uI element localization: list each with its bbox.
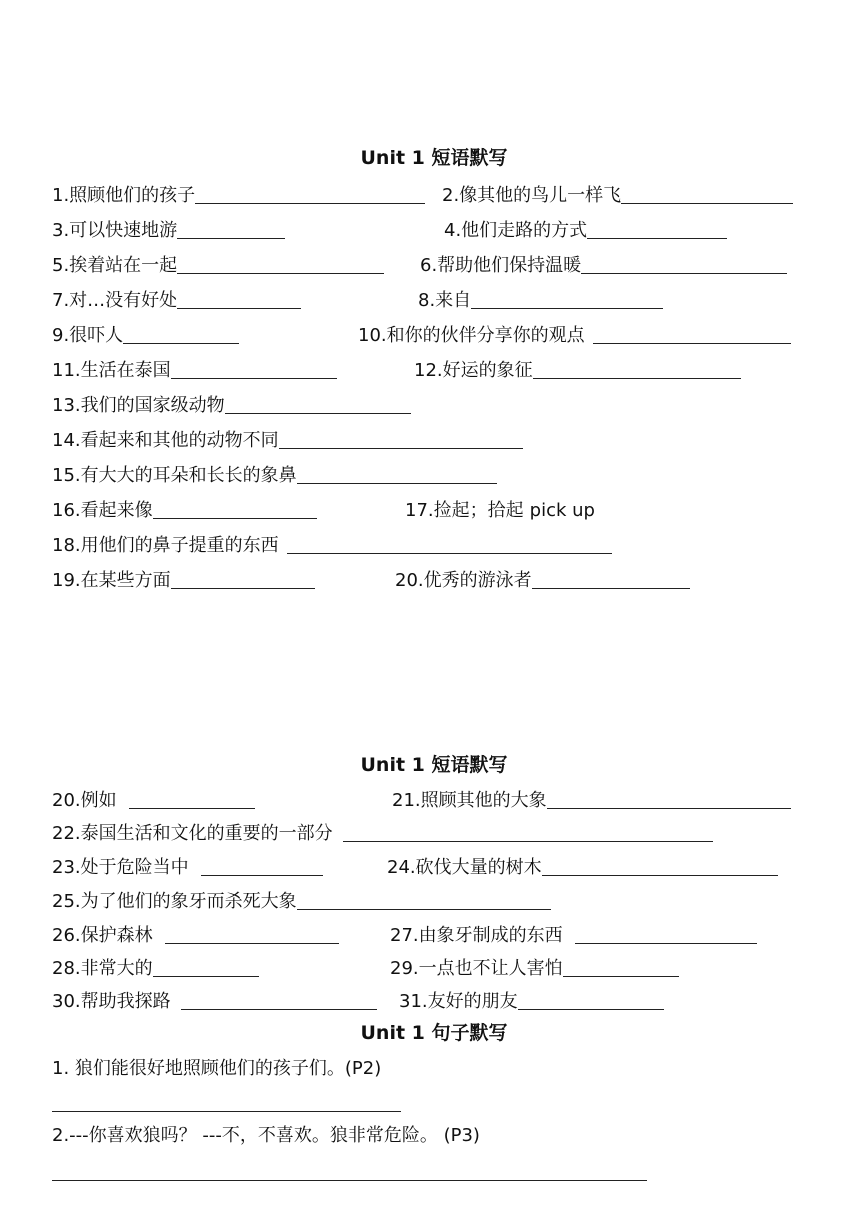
phrase-label: 28.非常大的 xyxy=(52,958,153,979)
phrase-label: 11.生活在泰国 xyxy=(52,360,171,381)
phrase-label: 2.像其他的鸟儿一样飞 xyxy=(442,185,622,206)
phrase-label: 24.砍伐大量的树木 xyxy=(387,857,542,878)
phrase-label: 31.友好的朋友 xyxy=(399,991,518,1012)
answer-blank[interactable] xyxy=(279,447,523,449)
answer-blank[interactable] xyxy=(587,237,727,239)
phrase-item-5 xyxy=(52,254,384,278)
phrase-label: 4.他们走路的方式 xyxy=(444,220,588,241)
phrase-item-23 xyxy=(52,856,323,880)
answer-blank[interactable] xyxy=(153,517,317,519)
answer-blank[interactable] xyxy=(518,1008,664,1010)
answer-blank[interactable] xyxy=(581,272,787,274)
phrase-item-31 xyxy=(399,990,664,1014)
phrase-label: 27.由象牙制成的东西 xyxy=(390,925,563,946)
phrase-item-29 xyxy=(390,957,679,981)
answer-blank[interactable] xyxy=(123,342,239,344)
phrase-label: 17.捡起；拾起 xyxy=(405,500,524,521)
answer-blank[interactable] xyxy=(343,840,713,842)
phrase-label: 29.一点也不让人害怕 xyxy=(390,958,563,979)
answer-blank[interactable] xyxy=(621,202,793,204)
phrase-item-1 xyxy=(52,184,425,208)
answer-blank[interactable] xyxy=(225,412,411,414)
answer-blank[interactable] xyxy=(195,202,425,204)
phrase-label: 15.有大大的耳朵和长长的象鼻 xyxy=(52,465,297,486)
answer-blank[interactable] xyxy=(533,377,741,379)
phrase-label: 3.可以快速地游 xyxy=(52,220,178,241)
phrase-item-20b xyxy=(52,789,255,813)
phrase-item-3 xyxy=(52,219,285,243)
phrase-item-16 xyxy=(52,499,317,523)
phrase-label: 26.保护森林 xyxy=(52,925,153,946)
phrase-label: 7.对…没有好处 xyxy=(52,290,178,311)
phrase-item-25 xyxy=(52,890,551,914)
answer-blank[interactable] xyxy=(177,272,384,274)
answer-blank[interactable] xyxy=(547,807,791,809)
phrase-item-13 xyxy=(52,394,411,418)
answer-blank[interactable] xyxy=(171,587,315,589)
phrase-item-27 xyxy=(390,924,757,948)
phrase-item-4 xyxy=(444,219,727,243)
phrase-label: 12.好运的象征 xyxy=(414,360,533,381)
answer-blank[interactable] xyxy=(542,874,778,876)
phrase-item-11 xyxy=(52,359,337,383)
phrase-item-24 xyxy=(387,856,778,880)
phrase-label: 9.很吓人 xyxy=(52,325,124,346)
phrase-label: 6.帮助他们保持温暖 xyxy=(420,255,582,276)
phrase-item-28 xyxy=(52,957,259,981)
answer-blank[interactable] xyxy=(471,307,663,309)
answer-blank[interactable] xyxy=(532,587,690,589)
section-title-sentences: Unit 1 句子默写 xyxy=(360,1022,508,1044)
section-title-phrases-1: Unit 1 短语默写 xyxy=(360,147,508,169)
sentence-prompt-2: 2.---你喜欢狼吗？ ---不，不喜欢。狼非常危险。 (P3) xyxy=(52,1125,480,1146)
phrase-item-22 xyxy=(52,822,713,846)
phrase-item-9 xyxy=(52,324,239,348)
phrase-label: 13.我们的国家级动物 xyxy=(52,395,225,416)
phrase-item-17 xyxy=(405,499,595,523)
phrase-item-30 xyxy=(52,990,377,1014)
phrase-label: 16.看起来像 xyxy=(52,500,153,521)
phrase-item-20 xyxy=(395,569,690,593)
answer-blank[interactable] xyxy=(575,942,757,944)
phrase-label: 22.泰国生活和文化的重要的一部分 xyxy=(52,823,333,844)
phrase-label: 30.帮助我探路 xyxy=(52,991,171,1012)
answer-blank[interactable] xyxy=(171,377,337,379)
sentence-answer-line-1[interactable] xyxy=(52,1111,401,1112)
filled-answer: pick up xyxy=(529,500,595,521)
answer-blank[interactable] xyxy=(177,307,301,309)
answer-blank[interactable] xyxy=(177,237,285,239)
answer-blank[interactable] xyxy=(165,942,339,944)
answer-blank[interactable] xyxy=(129,807,255,809)
phrase-label: 25.为了他们的象牙而杀死大象 xyxy=(52,891,297,912)
phrase-label: 8.来自 xyxy=(418,290,472,311)
answer-blank[interactable] xyxy=(287,552,612,554)
phrase-label: 10.和你的伙伴分享你的观点 xyxy=(358,325,585,346)
phrase-item-8 xyxy=(418,289,663,313)
phrase-label: 21.照顾其他的大象 xyxy=(392,790,547,811)
phrase-item-12 xyxy=(414,359,741,383)
phrase-item-19 xyxy=(52,569,315,593)
phrase-label: 5.挨着站在一起 xyxy=(52,255,178,276)
phrase-item-6 xyxy=(420,254,787,278)
phrase-label: 23.处于危险当中 xyxy=(52,857,189,878)
sentence-answer-line-2[interactable] xyxy=(52,1180,647,1181)
phrase-label: 1.照顾他们的孩子 xyxy=(52,185,196,206)
phrase-label: 18.用他们的鼻子提重的东西 xyxy=(52,535,279,556)
phrase-label: 20.例如 xyxy=(52,790,117,811)
phrase-item-7 xyxy=(52,289,301,313)
phrase-item-10 xyxy=(358,324,791,348)
phrase-label: 19.在某些方面 xyxy=(52,570,171,591)
answer-blank[interactable] xyxy=(563,975,679,977)
phrase-item-18 xyxy=(52,534,612,558)
answer-blank[interactable] xyxy=(181,1008,377,1010)
answer-blank[interactable] xyxy=(297,908,551,910)
phrase-item-21 xyxy=(392,789,791,813)
sentence-prompt-1: 1. 狼们能很好地照顾他们的孩子们。(P2) xyxy=(52,1058,382,1079)
answer-blank[interactable] xyxy=(593,342,791,344)
phrase-item-26 xyxy=(52,924,339,948)
phrase-label: 20.优秀的游泳者 xyxy=(395,570,532,591)
answer-blank[interactable] xyxy=(297,482,497,484)
phrase-item-14 xyxy=(52,429,523,453)
section-title-phrases-2: Unit 1 短语默写 xyxy=(360,754,508,776)
answer-blank[interactable] xyxy=(201,874,323,876)
phrase-item-2 xyxy=(442,184,793,208)
phrase-item-15 xyxy=(52,464,497,488)
phrase-label: 14.看起来和其他的动物不同 xyxy=(52,430,279,451)
answer-blank[interactable] xyxy=(153,975,259,977)
